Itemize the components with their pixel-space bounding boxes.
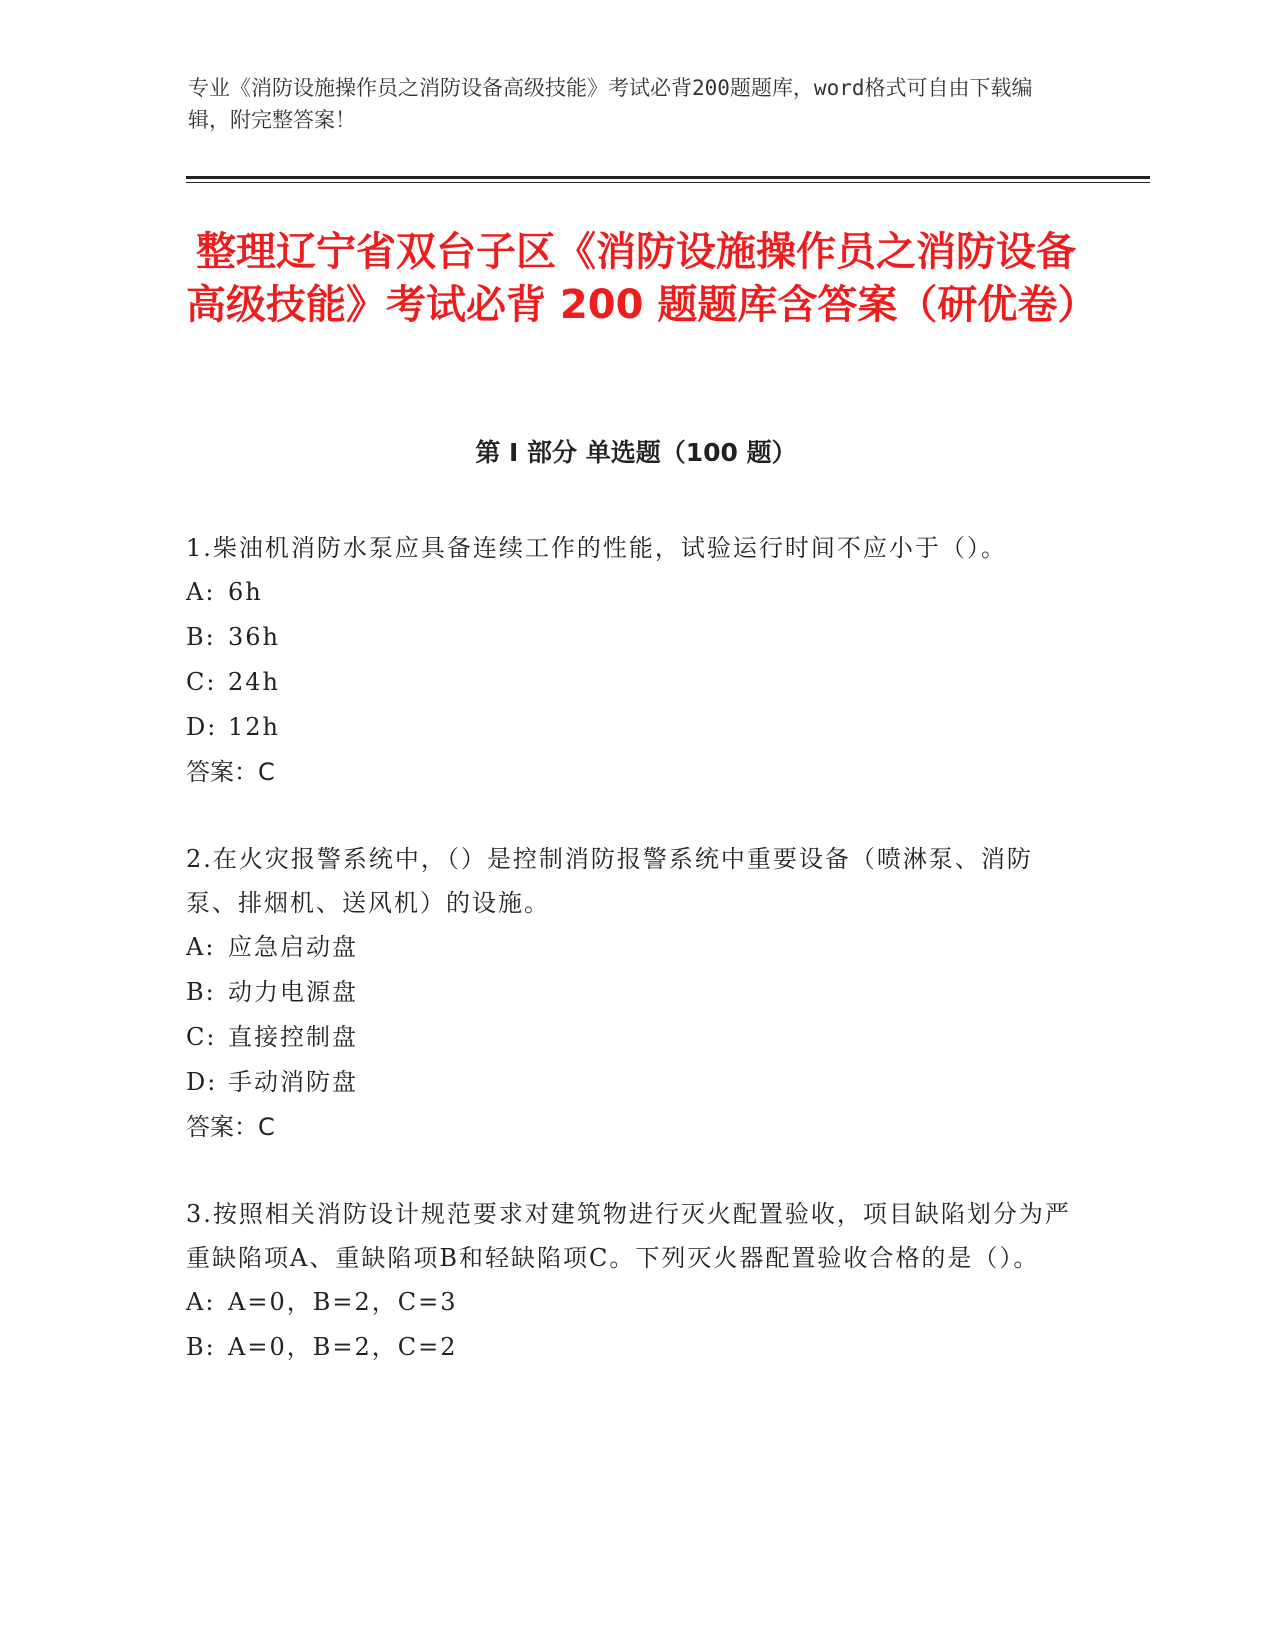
option-value: 24h [228, 668, 280, 696]
option-b [186, 615, 1076, 660]
question-1 [186, 526, 1076, 795]
option-a [186, 925, 1076, 970]
option-key: D: [186, 1068, 218, 1096]
option-c [186, 1015, 1076, 1060]
option-c [186, 660, 1076, 705]
header-rule-thick [186, 176, 1150, 179]
option-d [186, 1060, 1076, 1105]
option-value: 36h [228, 623, 280, 651]
option-d [186, 705, 1076, 750]
option-key: A: [186, 578, 216, 606]
option-key: A: [186, 933, 216, 961]
option-value: A=0，B=2，C=3 [228, 1288, 458, 1316]
option-value: 应急启动盘 [228, 933, 358, 961]
section-heading: 第 I 部分 单选题（100 题） [475, 438, 797, 467]
option-a [186, 570, 1076, 615]
question-text: 2.在火灾报警系统中，（）是控制消防报警系统中重要设备（喷淋泵、消防泵、排烟机、送风机）的设施。 [186, 845, 1033, 917]
option-value: 6h [228, 578, 263, 606]
option-key: C: [186, 1023, 217, 1051]
option-key: B: [186, 1333, 216, 1361]
question-text: 3.按照相关消防设计规范要求对建筑物进行灭火配置验收，项目缺陷划分为严重缺陷项A、重缺陷项B和轻缺陷项C。下列灭火器配置验收合格的是（）。 [186, 1200, 1071, 1272]
option-b [186, 970, 1076, 1015]
question-3 [186, 1192, 1076, 1370]
option-key: B: [186, 623, 216, 651]
answer: 答案：C [186, 1113, 275, 1141]
option-a [186, 1280, 1076, 1325]
question-2 [186, 837, 1076, 1150]
option-key: D: [186, 713, 218, 741]
question-text: 1.柴油机消防水泵应具备连续工作的性能，试验运行时间不应小于（）。 [186, 534, 1007, 562]
answer: 答案：C [186, 758, 275, 786]
option-b [186, 1325, 1076, 1370]
option-value: A=0，B=2，C=2 [228, 1333, 458, 1361]
option-value: 直接控制盘 [228, 1023, 358, 1051]
option-key: A: [186, 1288, 216, 1316]
option-value: 动力电源盘 [228, 978, 358, 1006]
option-value: 手动消防盘 [228, 1068, 358, 1096]
option-key: C: [186, 668, 217, 696]
option-key: B: [186, 978, 216, 1006]
header-note: 专业《消防设施操作员之消防设备高级技能》考试必背200题题库，word格式可自由下载编辑，附完整答案！ [188, 76, 1033, 132]
header-rule-thin [186, 182, 1150, 183]
document-title: 整理辽宁省双台子区《消防设施操作员之消防设备高级技能》考试必背 200 题题库含答案（研优卷） [186, 229, 1098, 328]
question-list [186, 526, 1076, 1412]
option-value: 12h [228, 713, 280, 741]
